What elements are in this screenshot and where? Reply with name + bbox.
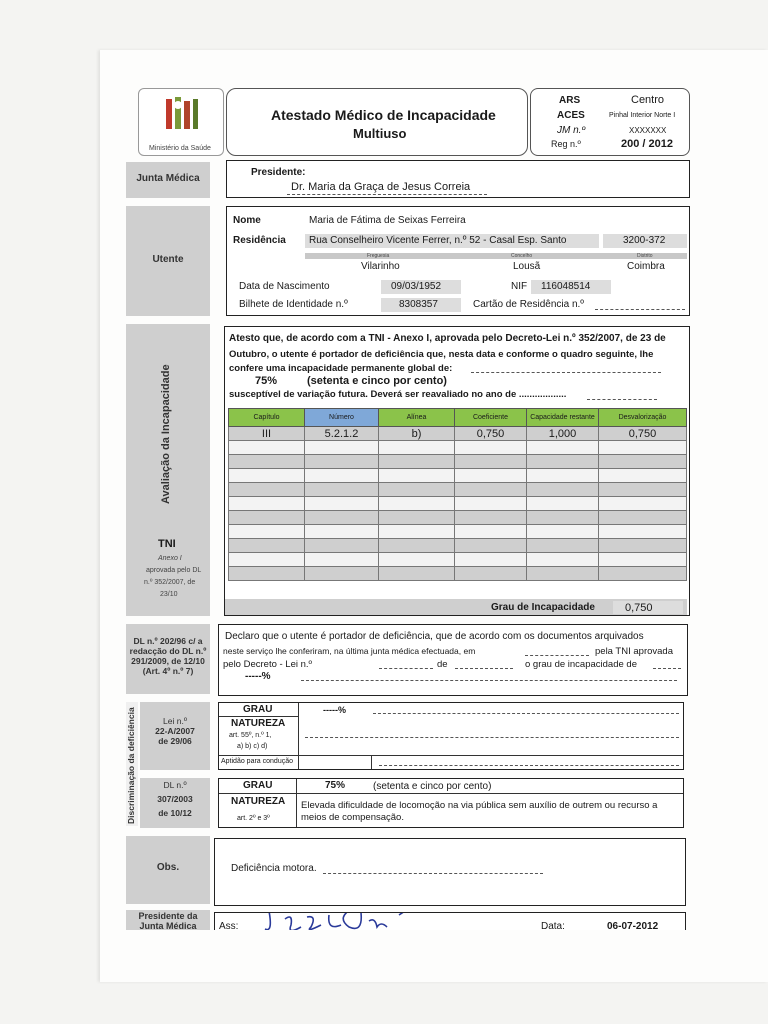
- dl307-box: [218, 778, 684, 828]
- distrito-label: Distrito: [637, 253, 653, 259]
- nif-label: NIF: [511, 281, 528, 292]
- table-row: [229, 441, 687, 455]
- signature-icon: [259, 912, 419, 930]
- lei22a-line1: Lei n.º: [163, 716, 187, 726]
- tni-table: [228, 408, 687, 581]
- lei22a-line3: de 29/06: [158, 736, 192, 746]
- tni-sub3: n.º 352/2007, de: [144, 579, 196, 586]
- declaro-line2b: pela TNI aprovada: [595, 646, 673, 657]
- col-desvalorizacao: Desvalorização: [599, 409, 687, 427]
- atesto-line3: confere uma incapacidade permanente global de:: [229, 363, 453, 374]
- dl307-line3: de 10/12: [158, 808, 192, 818]
- grau-value-2: 75%: [325, 780, 346, 791]
- table-row: [229, 483, 687, 497]
- lei22a-box: [218, 702, 684, 770]
- cell-coeficiente: 0,750: [455, 427, 527, 441]
- ministry-logo-icon: [162, 95, 202, 137]
- declaro-percent: -----%: [245, 671, 271, 682]
- aptidao-label: Aptidão para condução: [221, 758, 293, 765]
- table-row: [229, 525, 687, 539]
- col-numero: Número: [305, 409, 379, 427]
- footer-side: [126, 910, 210, 930]
- title-box: [226, 88, 528, 156]
- table-row: [229, 469, 687, 483]
- ars-label: ARS: [559, 95, 581, 106]
- concelho-label: Concelho: [511, 253, 533, 259]
- grau-incapacidade-value: 0,750: [625, 602, 653, 614]
- atesto-line2: Outubro, o utente é portador de deficiência que, nesta data e conforme o quadro seguinte, lhe: [229, 349, 654, 360]
- nascimento-value: 09/03/1952: [391, 281, 442, 292]
- atesto-line1: Atesto que, de acordo com a TNI - Anexo I, aprovada pelo Decreto-Lei n.º 352/2007, de 23 de: [229, 333, 666, 344]
- junta-box: [226, 160, 690, 198]
- presidente-label: Presidente:: [251, 167, 306, 178]
- nascimento-label: Data de Nascimento: [239, 281, 330, 292]
- avaliacao-side: [126, 324, 210, 616]
- distrito-value: Coimbra: [627, 261, 665, 272]
- cell-capacidade: 1,000: [527, 427, 599, 441]
- cell-desvalorizacao: 0,750: [599, 427, 687, 441]
- col-capacidade: Capacidade restante: [527, 409, 599, 427]
- declaro-line3: pelo Decreto - Lei n.º: [223, 659, 313, 670]
- cell-capitulo: III: [229, 427, 305, 441]
- tni-sub4: 23/10: [160, 591, 178, 598]
- incapacidade-percent-text: (setenta e cinco por cento): [307, 375, 447, 387]
- logo-box: [138, 88, 224, 156]
- table-row: [229, 567, 687, 581]
- cartao-residencia-label: Cartão de Residência n.º: [473, 299, 584, 310]
- declaro-line3b: de: [437, 659, 448, 670]
- nome-value: Maria de Fátima de Seixas Ferreira: [309, 215, 466, 226]
- footer-side1: Presidente da: [138, 911, 198, 921]
- incapacidade-percent: 75%: [255, 375, 278, 387]
- discriminacao-side-strip: [126, 702, 138, 826]
- dl202-side2: redacção do DL n.º: [129, 646, 207, 656]
- tni-sub1: Anexo I: [158, 555, 182, 562]
- nif-value: 116048514: [541, 281, 591, 292]
- tni-sub2: aprovada pelo DL: [146, 567, 202, 574]
- dl307-line2: 307/2003: [157, 794, 193, 804]
- table-row: [229, 455, 687, 469]
- assinatura-label: Ass:: [219, 921, 239, 930]
- residencia-label: Residência: [233, 235, 286, 246]
- freguesia-value: Vilarinho: [361, 261, 400, 272]
- table-row: [229, 511, 687, 525]
- avaliacao-side-label: Avaliação da Incapacidade: [160, 364, 172, 504]
- obs-text: Deficiência motora.: [231, 863, 317, 874]
- declaro-line2: neste serviço lhe conferiram, na última junta médica efectuada, em: [223, 646, 476, 656]
- footer-box: [214, 912, 686, 930]
- grau-label-1: GRAU: [243, 704, 273, 715]
- data-value: 06-07-2012: [607, 921, 659, 930]
- col-coeficiente: Coeficiente: [455, 409, 527, 427]
- dl202-side: [126, 624, 210, 694]
- grau-value-1: -----%: [323, 705, 346, 715]
- reavaliacao-line: susceptível de variação futura. Deverá ser reavaliado no ano de ..................: [229, 389, 567, 400]
- obs-side: [126, 836, 210, 904]
- grau-incapacidade-label: Grau de Incapacidade: [491, 602, 595, 613]
- ars-value: Centro: [631, 94, 665, 106]
- dl202-side4: (Art. 4º n.º 7): [142, 666, 194, 676]
- nome-label: Nome: [233, 215, 261, 226]
- lei22a-side: [140, 702, 210, 770]
- natureza-label-1: NATUREZA: [231, 718, 286, 729]
- document-title-line2: Multiuso: [353, 126, 407, 141]
- junta-side-label: Junta Médica: [136, 173, 200, 184]
- natureza2-line2: meios de compensação.: [301, 812, 404, 823]
- art2-3-label: art. 2º e 3º: [237, 815, 270, 822]
- document-title-line1: Atestado Médico de Incapacidade: [271, 107, 496, 123]
- art55-line2: a) b) c) d): [237, 743, 268, 750]
- concelho-value: Lousã: [513, 261, 541, 272]
- presidente-name: Dr. Maria da Graça de Jesus Correia: [291, 181, 471, 193]
- dl307-line1: DL n.º: [163, 780, 187, 790]
- grau-text-2: (setenta e cinco por cento): [373, 781, 492, 792]
- aces-value: Pinhal Interior Norte I: [609, 112, 676, 119]
- utente-side-label: Utente: [152, 254, 184, 265]
- residencia-value: Rua Conselheiro Vicente Ferrer, n.º 52 - Casal Esp. Santo: [309, 235, 567, 246]
- lei22a-line2: 22-A/2007: [155, 726, 195, 736]
- table-row: [229, 427, 687, 441]
- declaro-line3c: o grau de incapacidade de: [525, 659, 637, 670]
- natureza2-line1: Elevada dificuldade de locomoção na via pública sem auxílio de outrem ou recurso a: [301, 800, 658, 811]
- obs-side-label: Obs.: [156, 862, 180, 873]
- bi-value: 8308357: [399, 299, 438, 310]
- utente-box: [226, 206, 690, 316]
- declaro-line1: Declaro que o utente é portador de deficiência, que de acordo com os documentos arquivados: [225, 631, 644, 642]
- codigo-postal-value: 3200-372: [623, 235, 666, 246]
- dl307-side: [140, 778, 210, 828]
- table-row: [229, 553, 687, 567]
- jm-label: JM n.º: [557, 125, 586, 136]
- reg-value: 200 / 2012: [621, 138, 673, 150]
- junta-side: [126, 162, 210, 198]
- ministry-name: Ministério da Saúde: [149, 145, 211, 152]
- tni-label: TNI: [158, 538, 176, 550]
- aces-label: ACES: [557, 110, 585, 121]
- obs-box: [214, 838, 686, 906]
- col-capitulo: Capítulo: [229, 409, 305, 427]
- discriminacao-side-label: Discriminação da deficiência: [126, 707, 136, 824]
- grau-label-2: GRAU: [243, 780, 273, 791]
- data-label: Data:: [541, 921, 565, 930]
- bi-label: Bilhete de Identidade n.º: [239, 299, 348, 310]
- utente-side: [126, 206, 210, 316]
- jm-value: XXXXXXX: [629, 126, 667, 135]
- registry-box: [530, 88, 690, 156]
- cell-numero: 5.2.1.2: [305, 427, 379, 441]
- cell-alinea: b): [379, 427, 455, 441]
- freguesia-label: Freguesia: [367, 253, 390, 259]
- natureza-label-2: NATUREZA: [231, 796, 286, 807]
- table-row: [229, 539, 687, 553]
- table-row: [229, 497, 687, 511]
- dl202-side3: 291/2009, de 12/10: [131, 656, 205, 666]
- dl202-side1: DL n.º 202/96 c/ a: [133, 636, 203, 646]
- footer-side2: Junta Médica: [139, 921, 197, 930]
- col-alinea: Alínea: [379, 409, 455, 427]
- dl202-box: [218, 624, 688, 696]
- reg-label: Reg n.º: [551, 139, 581, 149]
- art55-line1: art. 55º, n.º 1,: [229, 732, 272, 739]
